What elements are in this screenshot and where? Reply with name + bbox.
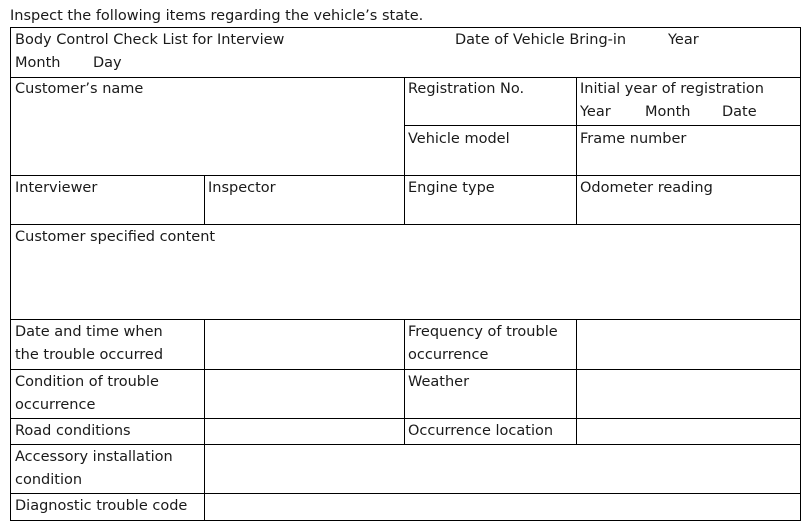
interviewer-label: Interviewer	[15, 180, 98, 196]
inspector-label: Inspector	[208, 180, 276, 196]
rule-col-a	[404, 77, 405, 224]
road-conditions-label: Road conditions	[15, 423, 131, 439]
accessory-label-line2: condition	[15, 472, 83, 488]
odometer-label: Odometer reading	[580, 180, 713, 196]
rule-content-bottom	[11, 319, 800, 320]
occurrence-location-label: Occurrence location	[408, 423, 554, 439]
rule-accessory-bottom	[11, 493, 800, 494]
initial-year-label: Initial year of registration	[580, 81, 764, 97]
frame-number-label: Frame number	[580, 131, 687, 147]
bring-in-month-label: Month	[15, 55, 61, 71]
rule-condition-bottom	[11, 418, 800, 419]
customer-content-label: Customer specified content	[15, 229, 216, 245]
frequency-label-line1: Frequency of trouble	[408, 324, 558, 340]
intro-instruction: Inspect the following items regarding the vehicle’s state.	[10, 8, 424, 24]
rule-vehicle-bottom	[11, 175, 800, 176]
rule-col-c-lower	[204, 319, 205, 520]
registration-year-label: Year	[580, 104, 611, 120]
bring-in-date-label: Date of Vehicle Bring-in	[455, 32, 627, 48]
registration-month-label: Month	[645, 104, 691, 120]
rule-road-bottom	[11, 444, 800, 445]
rule-registration-bottom	[404, 125, 800, 126]
date-time-label-line2: the trouble occurred	[15, 347, 164, 363]
rule-col-b	[576, 77, 577, 224]
engine-type-label: Engine type	[408, 180, 495, 196]
rule-col-b-lower	[576, 319, 577, 444]
rule-datetime-bottom	[11, 369, 800, 370]
form-title: Body Control Check List for Interview	[15, 32, 285, 48]
accessory-label-line1: Accessory installation	[15, 449, 173, 465]
condition-label-line2: occurrence	[15, 397, 96, 413]
weather-label: Weather	[408, 374, 470, 390]
rule-col-c-staff	[204, 175, 205, 224]
registration-no-label: Registration No.	[408, 81, 525, 97]
dtc-label: Diagnostic trouble code	[15, 498, 188, 514]
rule-col-a-lower	[404, 319, 405, 444]
vehicle-model-label: Vehicle model	[408, 131, 510, 147]
frequency-label-line2: occurrence	[408, 347, 489, 363]
checklist-form	[10, 27, 801, 521]
rule-staff-bottom	[11, 224, 800, 225]
bring-in-year-label: Year	[668, 32, 699, 48]
bring-in-day-label: Day	[93, 55, 122, 71]
registration-date-label: Date	[722, 104, 757, 120]
date-time-label-line1: Date and time when	[15, 324, 163, 340]
customer-name-label: Customer’s name	[15, 81, 144, 97]
condition-label-line1: Condition of trouble	[15, 374, 159, 390]
